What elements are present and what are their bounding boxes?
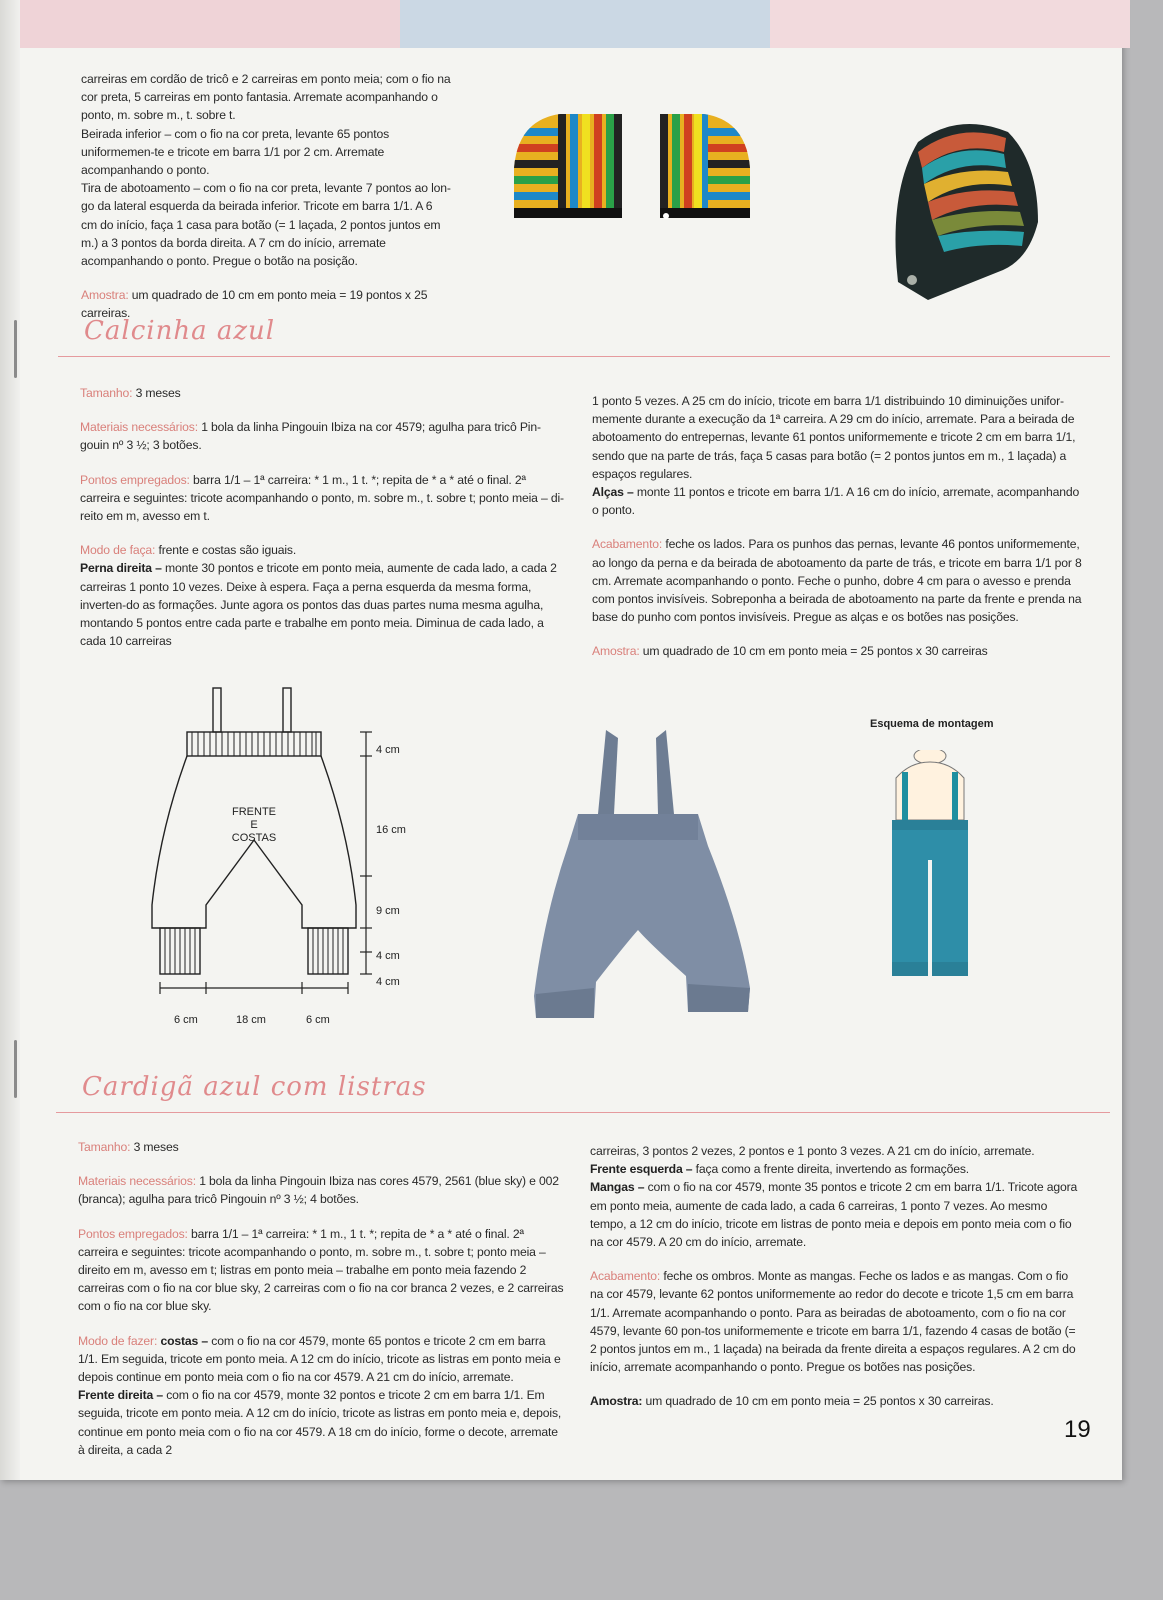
strap [283,688,291,732]
calcinha-col1 [80,384,568,666]
label: Perna direita – [80,561,162,576]
label: Frente esquerda – [590,1162,693,1177]
paragraph: Tira de abotoamento – com o fio na cor preta, levante 7 pontos ao lon-go da lateral esquerda da beirada inferior. Tricote em barra 1/1. A 6 cm do início, faça 1 casa para botão (= 1 laçada, 2 pontos juntos em m.) a 3 pontos da borda direita. A 7 cm do início, arremate acompanhando o ponto. Pregue o botão na posição. [81,181,451,269]
page-binding [0,0,20,1480]
paragraph: com o fio na cor 4579, monte 65 pontos e tricote 2 cm em barra 1/1. Em seguida, tricote em ponto meia. A 12 cm do início, tricote as listras em ponto meia e depois continue em ponto meia com o fio na cor 4579. A 21 cm do início, arremate. [78,1333,561,1385]
paragraph: 1 bola da linha Pingouin Ibiza na cor 4579; agulha para tricô Pin-gouin nº 3 ½; 3 botões. [80,420,541,453]
bonnet-photo [888,112,1048,306]
diagram-center-label: FRENTE E COSTAS [231,806,277,844]
measure-body: 16 cm [376,824,406,836]
section-title-cardiga: Cardigã azul com listras [82,1072,427,1102]
label: costas – [157,1333,209,1348]
measure-crotch: 9 cm [376,905,400,917]
paragraph: com o fio na cor 4579, monte 35 pontos e tricote 2 cm em barra 1/1. Tricote agora em ponto meia, aumente de cada lado, a cada 6 carreiras, 1 ponto 7 vezes. Ao mesmo tempo, a 12 cm do início, tricote em listras de ponto meia e depois em ponto meia com o fio na cor 4579. A 20 cm do início, arremate. [590,1180,1078,1250]
cardiga-col2 [590,1142,1082,1427]
measure-waistband: 4 cm [376,744,400,756]
paragraph: carreiras, 3 pontos 2 vezes, 2 pontos e 1 ponto 3 vezes. A 21 cm do início, arremate. [590,1144,1035,1158]
strap [213,688,221,732]
paragraph: monte 30 pontos e tricote em ponto meia, aumente de cada lado, a cada 2 carreiras 1 ponto 10 vezes. Deixe à espera. Faça a perna esquerda da mesma forma, inverten-do as formações. Junte agora os pontos das duas partes numa mesma agulha, montando 5 pontos entre cada parte e trabalhe em ponto meia. Diminua de cada lado, a cada 10 carreiras [80,561,557,649]
measure-right-leg: 6 cm [306,1014,330,1026]
header-strip-blue [400,0,770,48]
paragraph: 1 ponto 5 vezes. A 25 cm do início, tricote em barra 1/1 distribuindo 10 diminuições unifor-memente durante a execução da 1ª carreira. A 29 cm do início, arremate. Para a beirada de abotoamento do entrepernas, levante 61 pontos uniformemente e tricote 2 cm em barra 1/1, sendo que na parte de trás, faça 5 casas para botão (= 2 pontos juntos em m., 1 laçada) a espaços regulares. [592,394,1076,481]
section-rule [58,356,1110,357]
paragraph: frente e costas são iguais. [155,543,297,558]
header-strip-pink-right [770,0,1130,48]
paragraph: barra 1/1 – 1ª carreira: * 1 m., 1 t. *; repita de * a * até o final. 2ª carreira e seguintes: tricote acompanhando o ponto, m. sobre m., t. sobre t; ponto meia – direito em m, avesso em t; listras em ponto meia – trabalhe em ponto meia fazendo 2 carreiras com o fio na cor blue sky, 2 carreiras com o fio na cor branca 2 vezes, e 2 carreiras com o fio na cor blue sky. [78,1226,564,1314]
measure-middle: 18 cm [236,1014,266,1026]
paragraph: barra 1/1 – 1ª carreira: * 1 m., 1 t. *; repita de * a * até o final. 2ª carreira e seguintes: tricote acompanhando o ponto, m. sobre m., t. sobre t; ponto meia – di-reito em m, avesso em t. [80,472,564,524]
label: Acabamento: [592,537,663,552]
paragraph: um quadrado de 10 cm em ponto meia = 19 pontos x 25 carreiras. [81,288,428,321]
cardiga-col1 [78,1138,566,1475]
ribbing-lines [192,732,316,756]
staple [14,1040,17,1098]
section-rule [56,1112,1110,1113]
label: Pontos empregados: [80,472,190,487]
paragraph: Beirada inferior – com o fio na cor preta, levante 65 pontos uniformemen-te e tricote em barra 1/1 por 2 cm. Arremate acompanhando o ponto. [81,126,390,178]
label: Amostra: [590,1394,643,1409]
cuff-ribbing [165,928,343,974]
esquema-illustration [880,750,980,980]
label: Frente direita – [78,1388,163,1403]
label: Modo de fazer: [78,1333,158,1348]
paragraph: carreiras em cordão de tricô e 2 carreiras em ponto meia; com o fio na cor preta, 5 carreiras em ponto fantasia. Arremate acompanhando o ponto, m. sobre m., t. sobre t. [81,72,451,123]
label: Mangas – [590,1180,645,1195]
section-title-calcinha: Calcinha azul [84,316,276,346]
label: Pontos empregados: [78,1226,188,1241]
paragraph: um quadrado de 10 cm em ponto meia = 25 pontos x 30 carreiras [639,644,988,659]
overall-photo [528,726,758,1026]
label: Materiais necessários: [80,420,198,435]
page-number: 19 [1064,1416,1091,1443]
calcinha-col2 [592,392,1082,677]
paragraph: 1 bola da linha Pingouin Ibiza nas cores 4579, 2561 (blue sky) e 002 (branca); agulha para tricô Pingouin nº 3 ½; 4 botões. [78,1174,559,1207]
paragraph: 3 meses [132,386,181,400]
label: Alças – [592,485,634,500]
paragraph: feche os lados. Para os punhos das pernas, levante 46 pontos uniformemente, ao longo da perna e da beirada de abotoamento da parte de trás, e tricote em barra 1/1 por 8 cm. Arremate acompanhando o ponto. Feche o punho, dobre 4 cm para o avesso e prenda com pontos invisíveis. Sobreponha a beirada de abotoamento na parte da frente e prenda na base do punho com pontos invisíveis. Pregue as alças e os botões nas posições. [592,537,1082,625]
measure-cuff2: 4 cm [376,976,400,988]
paragraph: monte 11 pontos e tricote em barra 1/1. A 16 cm do início, arremate, acompanhando o ponto. [592,485,1080,518]
label: Acabamento: [590,1269,661,1284]
bonnet-schematic [510,108,780,228]
header-strip-pink [0,0,400,48]
staple [14,320,17,378]
label: Modo de faça: [80,543,156,558]
label: Amostra: [592,644,640,659]
label: Amostra: [81,288,129,303]
paragraph: com o fio na cor 4579, monte 32 pontos e tricote 2 cm em barra 1/1. Em seguida, tricote em ponto meia. A 12 cm do início, tricote as listras em ponto meia e, depois, continue em ponto meia com o fio na cor 4579. A 18 cm do início, forme o decote, arremate à direita, a cada 2 [78,1388,562,1457]
paragraph: feche os ombros. Monte as mangas. Feche os lados e as mangas. Com o fio na cor 4579, levante 62 pontos uniformemente ao redor do decote e tricote 1,5 cm em barra 1/1. Arremate acompanhando o ponto. Para as beiradas de abotoamento, com o fio na cor 4579, levante 60 pon-tos uniformemente e tricote em barra 1/1, fazendo 4 casas de botão (= 2 pontos juntos em m., 1 laçada) na beirada da frente direita a espaços regulares. A 2 cm do início, arremate acompanhando o ponto. Pregue os botões nas posições. [590,1269,1076,1375]
measure-left-leg: 6 cm [174,1014,198,1026]
paragraph: faça como a frente direita, invertendo as formações. [692,1162,970,1177]
paragraph: 3 meses [130,1140,179,1154]
label: Tamanho: [80,386,133,400]
esquema-title: Esquema de montagem [870,718,994,730]
bonnet-instructions [81,70,451,339]
paragraph: um quadrado de 10 cm em ponto meia = 25 pontos x 30 carreiras. [642,1394,994,1409]
waistband [187,732,321,756]
measure-cuff1: 4 cm [376,950,400,962]
label: Materiais necessários: [78,1174,196,1189]
label: Tamanho: [78,1140,131,1154]
